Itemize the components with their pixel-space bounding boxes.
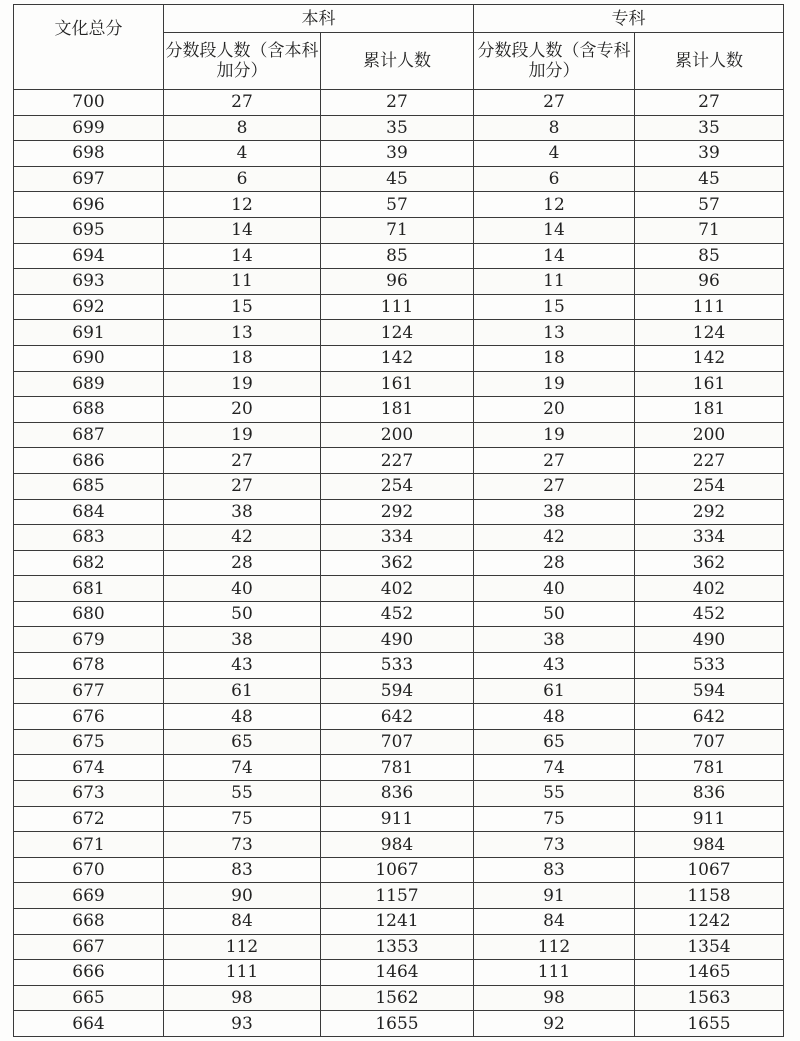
score-cell: 683: [14, 525, 164, 551]
score-cell: 678: [14, 653, 164, 679]
score-cell: 680: [14, 601, 164, 627]
table-row: [14, 243, 784, 269]
score-cell: 691: [14, 320, 164, 346]
vocational-cumulative-header: 累计人数: [635, 33, 784, 90]
table-row: [14, 1011, 784, 1037]
undergrad-segment-cell: 12: [164, 192, 321, 218]
undergrad-cumulative-cell: 334: [321, 525, 474, 551]
undergrad-segment-cell: 43: [164, 653, 321, 679]
score-cell: 690: [14, 345, 164, 371]
vocational-segment-cell: 111: [474, 960, 635, 986]
vocational-segment-cell: 61: [474, 678, 635, 704]
table-row: [14, 345, 784, 371]
table-row: [14, 166, 784, 192]
table-row: [14, 473, 784, 499]
vocational-segment-cell: 50: [474, 601, 635, 627]
undergrad-segment-cell: 84: [164, 909, 321, 935]
undergrad-cumulative-cell: 39: [321, 141, 474, 167]
vocational-segment-cell: 84: [474, 909, 635, 935]
vocational-cumulative-cell: 490: [635, 627, 784, 653]
undergrad-cumulative-cell: 200: [321, 422, 474, 448]
vocational-segment-cell: 43: [474, 653, 635, 679]
undergrad-segment-cell: 18: [164, 345, 321, 371]
score-cell: 685: [14, 473, 164, 499]
score-cell: 689: [14, 371, 164, 397]
undergrad-group-header: 本科: [164, 5, 474, 33]
score-cell: 674: [14, 755, 164, 781]
vocational-segment-cell: 15: [474, 294, 635, 320]
score-cell: 693: [14, 269, 164, 295]
table-row: [14, 832, 784, 858]
vocational-cumulative-cell: 161: [635, 371, 784, 397]
score-cell: 667: [14, 934, 164, 960]
undergrad-segment-cell: 27: [164, 448, 321, 474]
vocational-cumulative-cell: 1465: [635, 960, 784, 986]
vocational-segment-cell: 20: [474, 397, 635, 423]
undergrad-cumulative-cell: 142: [321, 345, 474, 371]
undergrad-segment-header: 分数段人数（含本科加分）: [164, 33, 321, 90]
table-row: [14, 857, 784, 883]
table-row: [14, 499, 784, 525]
score-cell: 681: [14, 576, 164, 602]
undergrad-segment-cell: 93: [164, 1011, 321, 1037]
undergrad-segment-cell: 48: [164, 704, 321, 730]
undergrad-segment-cell: 61: [164, 678, 321, 704]
undergrad-cumulative-cell: 161: [321, 371, 474, 397]
vocational-cumulative-cell: 27: [635, 90, 784, 116]
vocational-segment-cell: 18: [474, 345, 635, 371]
vocational-cumulative-cell: 39: [635, 141, 784, 167]
score-cell: 669: [14, 883, 164, 909]
table-row: [14, 985, 784, 1011]
undergrad-cumulative-cell: 181: [321, 397, 474, 423]
score-cell: 677: [14, 678, 164, 704]
score-cell: 668: [14, 909, 164, 935]
vocational-segment-cell: 98: [474, 985, 635, 1011]
table-row: [14, 960, 784, 986]
score-cell: 686: [14, 448, 164, 474]
undergrad-cumulative-cell: 35: [321, 115, 474, 141]
undergrad-cumulative-cell: 781: [321, 755, 474, 781]
vocational-cumulative-cell: 362: [635, 550, 784, 576]
score-distribution-table: [13, 4, 784, 1037]
table-row: [14, 397, 784, 423]
vocational-segment-cell: 27: [474, 473, 635, 499]
vocational-cumulative-cell: 124: [635, 320, 784, 346]
vocational-cumulative-cell: 642: [635, 704, 784, 730]
undergrad-segment-cell: 90: [164, 883, 321, 909]
table-header: [14, 5, 784, 90]
score-cell: 673: [14, 781, 164, 807]
undergrad-segment-cell: 42: [164, 525, 321, 551]
vocational-cumulative-cell: 1563: [635, 985, 784, 1011]
vocational-segment-cell: 11: [474, 269, 635, 295]
table-row: [14, 934, 784, 960]
undergrad-cumulative-cell: 911: [321, 806, 474, 832]
score-cell: 688: [14, 397, 164, 423]
vocational-cumulative-cell: 45: [635, 166, 784, 192]
vocational-cumulative-cell: 911: [635, 806, 784, 832]
vocational-segment-cell: 19: [474, 371, 635, 397]
undergrad-cumulative-header: 累计人数: [321, 33, 474, 90]
undergrad-segment-cell: 11: [164, 269, 321, 295]
score-cell: 670: [14, 857, 164, 883]
table-row: [14, 525, 784, 551]
vocational-segment-cell: 40: [474, 576, 635, 602]
undergrad-cumulative-cell: 1353: [321, 934, 474, 960]
table-row: [14, 217, 784, 243]
undergrad-segment-cell: 40: [164, 576, 321, 602]
undergrad-segment-cell: 13: [164, 320, 321, 346]
undergrad-segment-cell: 20: [164, 397, 321, 423]
undergrad-cumulative-cell: 452: [321, 601, 474, 627]
undergrad-segment-cell: 83: [164, 857, 321, 883]
vocational-cumulative-cell: 781: [635, 755, 784, 781]
vocational-segment-cell: 42: [474, 525, 635, 551]
vocational-cumulative-cell: 142: [635, 345, 784, 371]
undergrad-segment-cell: 14: [164, 243, 321, 269]
vocational-segment-cell: 28: [474, 550, 635, 576]
vocational-cumulative-cell: 984: [635, 832, 784, 858]
score-cell: 682: [14, 550, 164, 576]
score-cell: 694: [14, 243, 164, 269]
vocational-segment-cell: 14: [474, 243, 635, 269]
undergrad-cumulative-cell: 254: [321, 473, 474, 499]
undergrad-segment-cell: 75: [164, 806, 321, 832]
undergrad-cumulative-cell: 836: [321, 781, 474, 807]
table-row: [14, 601, 784, 627]
vocational-segment-cell: 4: [474, 141, 635, 167]
score-cell: 692: [14, 294, 164, 320]
undergrad-cumulative-cell: 96: [321, 269, 474, 295]
vocational-segment-cell: 27: [474, 90, 635, 116]
vocational-cumulative-cell: 96: [635, 269, 784, 295]
vocational-segment-cell: 74: [474, 755, 635, 781]
table-row: [14, 371, 784, 397]
undergrad-segment-cell: 14: [164, 217, 321, 243]
vocational-cumulative-cell: 85: [635, 243, 784, 269]
score-cell: 679: [14, 627, 164, 653]
vocational-cumulative-cell: 1655: [635, 1011, 784, 1037]
undergrad-segment-cell: 28: [164, 550, 321, 576]
undergrad-cumulative-cell: 45: [321, 166, 474, 192]
vocational-cumulative-cell: 1158: [635, 883, 784, 909]
undergrad-cumulative-cell: 1562: [321, 985, 474, 1011]
table-row: [14, 115, 784, 141]
table-row: [14, 653, 784, 679]
table-row: [14, 576, 784, 602]
vocational-cumulative-cell: 452: [635, 601, 784, 627]
score-cell: 699: [14, 115, 164, 141]
vocational-segment-cell: 13: [474, 320, 635, 346]
score-cell: 664: [14, 1011, 164, 1037]
undergrad-cumulative-cell: 292: [321, 499, 474, 525]
vocational-segment-cell: 6: [474, 166, 635, 192]
undergrad-cumulative-cell: 57: [321, 192, 474, 218]
vocational-segment-cell: 83: [474, 857, 635, 883]
undergrad-cumulative-cell: 984: [321, 832, 474, 858]
undergrad-cumulative-cell: 490: [321, 627, 474, 653]
vocational-segment-cell: 75: [474, 806, 635, 832]
table-row: [14, 269, 784, 295]
table-row: [14, 90, 784, 116]
table-row: [14, 627, 784, 653]
undergrad-segment-cell: 15: [164, 294, 321, 320]
undergrad-cumulative-cell: 71: [321, 217, 474, 243]
table-row: [14, 550, 784, 576]
score-cell: 696: [14, 192, 164, 218]
header-group-row: [14, 5, 784, 33]
undergrad-segment-cell: 4: [164, 141, 321, 167]
table-row: [14, 678, 784, 704]
undergrad-segment-cell: 73: [164, 832, 321, 858]
vocational-segment-cell: 8: [474, 115, 635, 141]
table-row: [14, 448, 784, 474]
undergrad-cumulative-cell: 27: [321, 90, 474, 116]
score-cell: 665: [14, 985, 164, 1011]
vocational-cumulative-cell: 594: [635, 678, 784, 704]
undergrad-segment-cell: 38: [164, 499, 321, 525]
vocational-segment-header: 分数段人数（含专科加分）: [474, 33, 635, 90]
table-row: [14, 320, 784, 346]
score-cell: 676: [14, 704, 164, 730]
table-row: [14, 909, 784, 935]
vocational-segment-cell: 55: [474, 781, 635, 807]
table-row: [14, 704, 784, 730]
undergrad-cumulative-cell: 594: [321, 678, 474, 704]
undergrad-cumulative-cell: 362: [321, 550, 474, 576]
undergrad-segment-cell: 27: [164, 473, 321, 499]
undergrad-cumulative-cell: 1655: [321, 1011, 474, 1037]
vocational-cumulative-cell: 35: [635, 115, 784, 141]
undergrad-cumulative-cell: 124: [321, 320, 474, 346]
table-row: [14, 781, 784, 807]
vocational-segment-cell: 112: [474, 934, 635, 960]
undergrad-cumulative-cell: 1157: [321, 883, 474, 909]
undergrad-segment-cell: 111: [164, 960, 321, 986]
vocational-cumulative-cell: 57: [635, 192, 784, 218]
table-row: [14, 294, 784, 320]
score-cell: 684: [14, 499, 164, 525]
vocational-cumulative-cell: 1354: [635, 934, 784, 960]
vocational-cumulative-cell: 1067: [635, 857, 784, 883]
undergrad-cumulative-cell: 1067: [321, 857, 474, 883]
vocational-cumulative-cell: 200: [635, 422, 784, 448]
table-row: [14, 422, 784, 448]
score-cell: 687: [14, 422, 164, 448]
vocational-segment-cell: 38: [474, 499, 635, 525]
score-cell: 695: [14, 217, 164, 243]
vocational-segment-cell: 92: [474, 1011, 635, 1037]
table-body: [14, 90, 784, 1037]
score-cell: 700: [14, 90, 164, 116]
undergrad-segment-cell: 38: [164, 627, 321, 653]
undergrad-cumulative-cell: 227: [321, 448, 474, 474]
score-cell: 671: [14, 832, 164, 858]
undergrad-segment-cell: 19: [164, 371, 321, 397]
vocational-cumulative-cell: 836: [635, 781, 784, 807]
undergrad-cumulative-cell: 642: [321, 704, 474, 730]
vocational-cumulative-cell: 1242: [635, 909, 784, 935]
score-cell: 698: [14, 141, 164, 167]
table-row: [14, 141, 784, 167]
vocational-cumulative-cell: 334: [635, 525, 784, 551]
vocational-cumulative-cell: 533: [635, 653, 784, 679]
vocational-segment-cell: 27: [474, 448, 635, 474]
undergrad-segment-cell: 98: [164, 985, 321, 1011]
vocational-group-header: 专科: [474, 5, 784, 33]
undergrad-segment-cell: 65: [164, 729, 321, 755]
vocational-cumulative-cell: 292: [635, 499, 784, 525]
undergrad-segment-cell: 55: [164, 781, 321, 807]
vocational-segment-cell: 65: [474, 729, 635, 755]
vocational-segment-cell: 91: [474, 883, 635, 909]
vocational-segment-cell: 38: [474, 627, 635, 653]
undergrad-cumulative-cell: 1464: [321, 960, 474, 986]
table-row: [14, 883, 784, 909]
vocational-cumulative-cell: 111: [635, 294, 784, 320]
vocational-cumulative-cell: 254: [635, 473, 784, 499]
table-row: [14, 806, 784, 832]
score-cell: 672: [14, 806, 164, 832]
undergrad-cumulative-cell: 1241: [321, 909, 474, 935]
undergrad-cumulative-cell: 111: [321, 294, 474, 320]
score-cell: 675: [14, 729, 164, 755]
table-row: [14, 192, 784, 218]
vocational-cumulative-cell: 227: [635, 448, 784, 474]
vocational-cumulative-cell: 707: [635, 729, 784, 755]
undergrad-cumulative-cell: 707: [321, 729, 474, 755]
table-row: [14, 755, 784, 781]
vocational-cumulative-cell: 402: [635, 576, 784, 602]
undergrad-segment-cell: 74: [164, 755, 321, 781]
vocational-segment-cell: 48: [474, 704, 635, 730]
undergrad-cumulative-cell: 85: [321, 243, 474, 269]
vocational-segment-cell: 12: [474, 192, 635, 218]
undergrad-cumulative-cell: 533: [321, 653, 474, 679]
undergrad-segment-cell: 8: [164, 115, 321, 141]
score-column-header: [14, 5, 164, 90]
undergrad-segment-cell: 112: [164, 934, 321, 960]
vocational-segment-cell: 14: [474, 217, 635, 243]
score-column-header-label: 文化总分: [54, 19, 123, 39]
undergrad-segment-cell: 19: [164, 422, 321, 448]
score-cell: 666: [14, 960, 164, 986]
undergrad-segment-cell: 50: [164, 601, 321, 627]
undergrad-segment-cell: 6: [164, 166, 321, 192]
table-row: [14, 729, 784, 755]
undergrad-segment-cell: 27: [164, 90, 321, 116]
vocational-segment-cell: 19: [474, 422, 635, 448]
vocational-segment-cell: 73: [474, 832, 635, 858]
vocational-cumulative-cell: 71: [635, 217, 784, 243]
undergrad-cumulative-cell: 402: [321, 576, 474, 602]
score-cell: 697: [14, 166, 164, 192]
vocational-cumulative-cell: 181: [635, 397, 784, 423]
